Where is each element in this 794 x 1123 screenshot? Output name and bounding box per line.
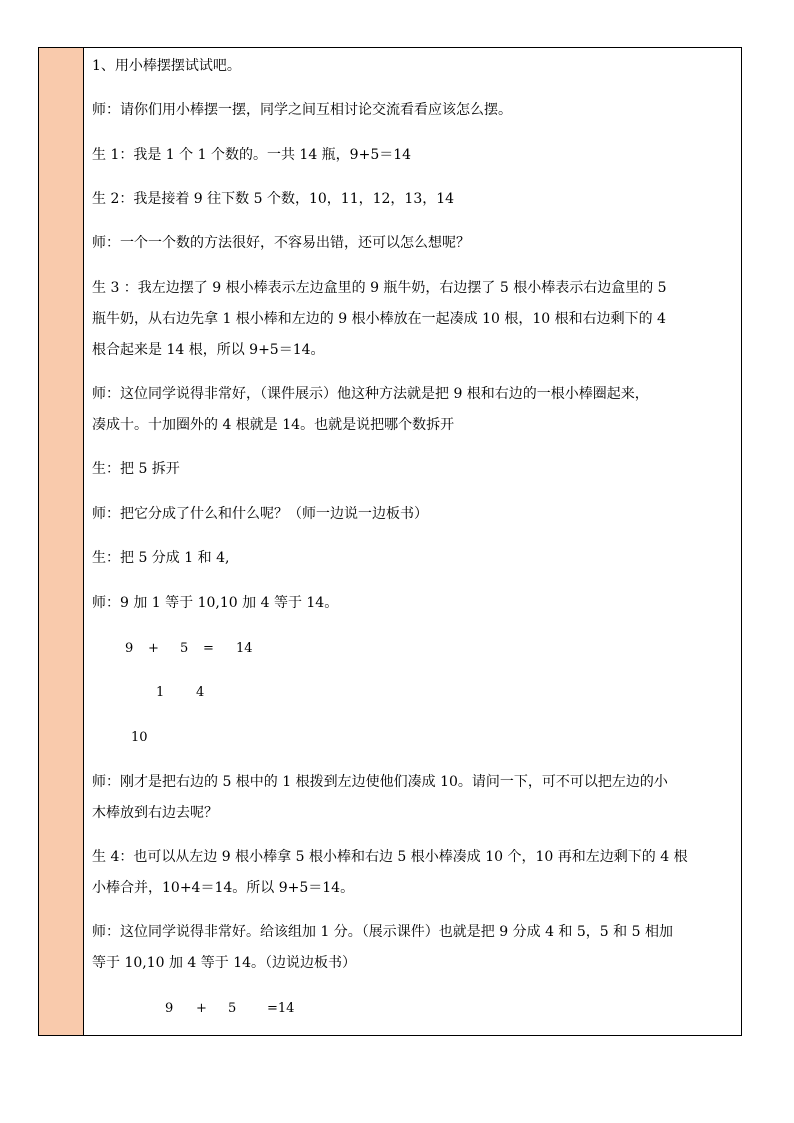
eq-1-term-9: 9 (125, 641, 134, 656)
paragraph-student-6-line-1: 生 4：也可以从左边 9 根小棒拿 5 根小棒和右边 5 根小棒凑成 10 个，10 再和左边剩下的 4 根 (92, 849, 688, 865)
paragraph-student-5: 生：把 5 分成 1 和 4, (92, 550, 230, 566)
paragraph-student-2: 生 2：我是接着 9 往下数 5 个数，10，11，12，13，14 (92, 191, 455, 207)
split-part-1: 1 (156, 685, 165, 700)
paragraph-student-3-line-2: 瓶牛奶，从右边先拿 1 根小棒和左边的 9 根小棒放在一起凑成 10 根，10 根和右边剩下的 4 (92, 311, 666, 327)
paragraph-student-3-line-1: 生 3 ：我左边摆了 9 根小棒表示左边盒里的 9 瓶牛奶，右边摆了 5 根小棒表示右边盒里的 5 (92, 280, 667, 296)
paragraph-teacher-6-line-1: 师：刚才是把右边的 5 根中的 1 根拨到左边使他们凑成 10。请问一下，可不可以把左边的小 (92, 774, 668, 790)
content-cell (84, 48, 741, 1035)
paragraph-task: 1、用小棒摆摆试试吧。 (92, 58, 241, 74)
eq-2-term-9: 9 (165, 1001, 174, 1016)
eq-1-term-5: 5 (180, 641, 189, 656)
paragraph-student-3-line-3: 根合起来是 14 根，所以 9+5＝14。 (92, 342, 325, 358)
paragraph-teacher-3-line-2: 凑成十。十加圈外的 4 根就是 14。也就是说把哪个数拆开 (92, 417, 455, 433)
side-column (39, 48, 84, 1035)
paragraph-teacher-2: 师：一个一个数的方法很好，不容易出错，还可以怎么想呢？ (92, 235, 470, 251)
eq-1-result: 14 (236, 641, 253, 656)
make-ten: 10 (131, 730, 148, 745)
split-part-4: 4 (196, 685, 205, 700)
paragraph-teacher-1: 师：请你们用小棒摆一摆，同学之间互相讨论交流看看应该怎么摆。 (92, 102, 512, 118)
eq-1-plus: + (148, 641, 159, 656)
eq-1-equals: = (203, 641, 214, 656)
paragraph-teacher-3-line-1: 师：这位同学说得非常好，（课件展示）他这种方法就是把 9 根和右边的一根小棒圈起来， (92, 386, 649, 402)
paragraph-teacher-7-line-2: 等于 10,10 加 4 等于 14。（边说边板书） (92, 955, 357, 971)
paragraph-teacher-6-line-2: 木棒放到右边去呢？ (92, 805, 218, 821)
paragraph-teacher-4: 师：把它分成了什么和什么呢？（师一边说一边板书） (92, 506, 428, 522)
eq-2-result: =14 (267, 1001, 295, 1016)
lesson-table (38, 47, 742, 1036)
eq-2-plus: + (196, 1001, 207, 1016)
paragraph-student-1: 生 1：我是 1 个 1 个数的。一共 14 瓶，9+5＝14 (92, 147, 412, 163)
paragraph-student-6-line-2: 小棒合并，10+4＝14。所以 9+5＝14。 (92, 880, 355, 896)
paragraph-student-4: 生：把 5 拆开 (92, 461, 180, 477)
paragraph-teacher-7-line-1: 师：这位同学说得非常好。给该组加 1 分。（展示课件）也就是把 9 分成 4 和 5，5 和 5 相加 (92, 924, 673, 940)
paragraph-teacher-5: 师：9 加 1 等于 10,10 加 4 等于 14。 (92, 595, 339, 611)
eq-2-term-5: 5 (228, 1001, 237, 1016)
